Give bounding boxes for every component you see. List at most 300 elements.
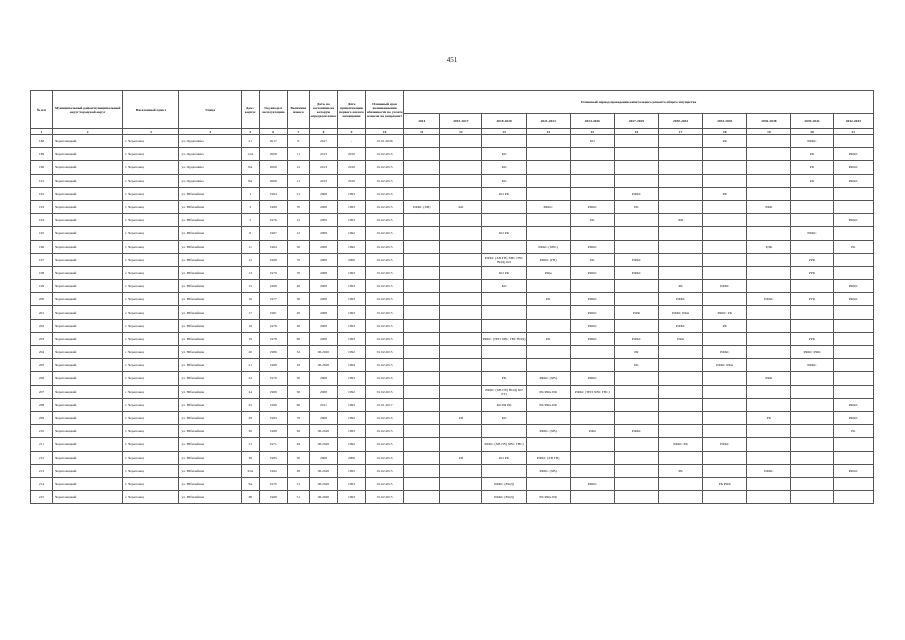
privatization-cell: 1993 — [337, 266, 365, 279]
wear-cell: 70 — [287, 411, 309, 424]
period-cell — [747, 385, 791, 398]
period-cell — [791, 477, 833, 490]
period-cell: РК — [659, 280, 703, 293]
header-privatization: Дата приватизации первого жилого помещения — [337, 91, 365, 129]
settlement-cell: г. Череповец — [123, 161, 179, 174]
row-number: 201 — [31, 306, 53, 319]
planned-date-cell: 01.02.2015 — [366, 174, 404, 187]
street-cell: ул. Юбилейная — [179, 319, 241, 332]
header-period: 2018-2020 — [482, 114, 526, 129]
period-cell — [570, 227, 614, 240]
table-row — [31, 438, 874, 451]
period-cell — [570, 161, 614, 174]
period-cell — [659, 372, 703, 385]
period-cell — [440, 174, 482, 187]
period-cell — [747, 214, 791, 227]
municipality-cell: Череповецкий — [53, 293, 123, 306]
row-number: 194 — [31, 214, 53, 227]
period-cell: РФКС — [614, 332, 658, 345]
period-cell — [404, 135, 440, 148]
column-number: 5 — [241, 129, 259, 135]
period-cell — [404, 306, 440, 319]
settlement-cell: г. Череповец — [123, 425, 179, 438]
year-built-cell: 1978 — [259, 332, 287, 345]
house-cell: 22 — [241, 372, 259, 385]
privatization-cell: 1992 — [337, 438, 365, 451]
wear-cell: 12 — [287, 161, 309, 174]
period-cell: РФм — [659, 332, 703, 345]
period-cell: РФКС — [703, 280, 747, 293]
row-number: 198 — [31, 266, 53, 279]
period-cell: КО РЯ РК — [482, 398, 526, 411]
street-cell: ул. Юбилейная — [179, 306, 241, 319]
wear-cell: 18 — [287, 359, 309, 372]
period-cell — [833, 306, 873, 319]
settlement-cell: г. Череповец — [123, 200, 179, 213]
period-cell: РРК — [791, 266, 833, 279]
period-cell — [703, 425, 747, 438]
row-number: 211 — [31, 438, 53, 451]
period-cell: РФКС (ГВ) — [526, 253, 570, 266]
street-cell: ул. Юбилейная — [179, 200, 241, 213]
period-cell — [614, 319, 658, 332]
street-cell: ул. Юбилейная — [179, 477, 241, 490]
period-cell: РФКС (ХВ) — [526, 372, 570, 385]
period-cell — [791, 200, 833, 213]
period-cell — [482, 464, 526, 477]
page-number: 451 — [446, 56, 458, 64]
period-cell — [833, 346, 873, 359]
table-body — [31, 135, 874, 504]
settlement-cell: г. Череповец — [123, 477, 179, 490]
municipality-cell: Череповецкий — [53, 174, 123, 187]
period-cell — [526, 280, 570, 293]
year-built-cell: 1978 — [259, 319, 287, 332]
column-number: 2 — [53, 129, 123, 135]
period-cell — [791, 438, 833, 451]
last-repair-cell: 2008 — [309, 306, 337, 319]
street-cell: ул. Орджоника — [179, 161, 241, 174]
settlement-cell: г. Череповец — [123, 187, 179, 200]
table-row — [31, 280, 874, 293]
period-cell — [791, 280, 833, 293]
settlement-cell: г. Череповец — [123, 438, 179, 451]
settlement-cell: г. Череповец — [123, 148, 179, 161]
period-cell — [614, 451, 658, 464]
period-cell — [570, 451, 614, 464]
settlement-cell: г. Череповец — [123, 214, 179, 227]
column-number: 19 — [747, 129, 791, 135]
period-cell — [659, 346, 703, 359]
period-cell — [659, 240, 703, 253]
header-period: 2014 — [404, 114, 440, 129]
year-built-cell: 1967 — [259, 227, 287, 240]
house-cell: 32А — [241, 464, 259, 477]
period-cell — [659, 174, 703, 187]
period-cell — [614, 398, 658, 411]
column-number: 4 — [179, 129, 241, 135]
last-repair-cell: 2008 — [309, 411, 337, 424]
column-number: 13 — [482, 129, 526, 135]
period-cell — [570, 438, 614, 451]
period-cell — [703, 253, 747, 266]
period-cell: РФКС — [833, 464, 873, 477]
period-cell — [659, 187, 703, 200]
period-cell: РФКС — [570, 372, 614, 385]
period-cell: РФКС (ХВ ГВ) — [526, 451, 570, 464]
period-cell — [747, 187, 791, 200]
row-number: 196 — [31, 240, 53, 253]
last-repair-cell: 06.2020 — [309, 425, 337, 438]
row-number: 200 — [31, 293, 53, 306]
settlement-cell: г. Череповец — [123, 332, 179, 345]
period-cell — [791, 398, 833, 411]
period-cell — [703, 385, 747, 398]
period-cell — [404, 359, 440, 372]
planned-date-cell: 01.02.2015 — [366, 438, 404, 451]
house-cell: 16 — [241, 293, 259, 306]
period-cell — [833, 491, 873, 504]
street-cell: ул. Юбилейная — [179, 187, 241, 200]
period-cell: РФм — [526, 266, 570, 279]
period-cell: РФКС (ТЕП ХВС ГВС) — [570, 385, 614, 398]
municipality-cell: Череповецкий — [53, 200, 123, 213]
wear-cell: 40 — [287, 280, 309, 293]
header-period: 2021-2023 — [526, 114, 570, 129]
period-cell — [833, 477, 873, 490]
period-cell — [614, 477, 658, 490]
period-cell: РЯ — [440, 451, 482, 464]
period-cell — [791, 187, 833, 200]
period-cell: РФКС — [833, 148, 873, 161]
period-cell: РФКС (ХВС) — [526, 240, 570, 253]
table-row — [31, 306, 874, 319]
settlement-cell: г. Череповец — [123, 372, 179, 385]
period-cell — [526, 477, 570, 490]
house-cell: 31 — [241, 438, 259, 451]
period-cell: РФКС — [570, 477, 614, 490]
period-cell — [833, 372, 873, 385]
row-number: 213 — [31, 464, 53, 477]
house-cell: 13 — [241, 266, 259, 279]
period-cell: РК — [703, 135, 747, 148]
period-cell — [659, 385, 703, 398]
table-row — [31, 359, 874, 372]
period-cell: РЯ — [614, 346, 658, 359]
period-cell — [659, 359, 703, 372]
header-period: 2042-2044 — [833, 114, 873, 129]
privatization-cell: 1992 — [337, 346, 365, 359]
year-built-cell: 1970 — [259, 372, 287, 385]
street-cell: ул. Юбилейная — [179, 240, 241, 253]
row-number: 189 — [31, 148, 53, 161]
period-cell: РК — [570, 214, 614, 227]
settlement-cell: г. Череповец — [123, 451, 179, 464]
period-cell — [404, 385, 440, 398]
period-cell — [404, 491, 440, 504]
period-cell — [440, 385, 482, 398]
table-row — [31, 398, 874, 411]
period-cell — [833, 359, 873, 372]
privatization-cell: 1993 — [337, 477, 365, 490]
last-repair-cell: 2013 — [309, 161, 337, 174]
last-repair-cell: 2008 — [309, 266, 337, 279]
period-cell — [440, 359, 482, 372]
table-row — [31, 214, 874, 227]
period-cell — [659, 411, 703, 424]
period-cell: РФКС — [747, 464, 791, 477]
street-cell: ул. Юбилейная — [179, 411, 241, 424]
wear-cell: 26 — [287, 425, 309, 438]
header-municipality: Муниципальный район/муниципальный округ/городской округ — [53, 91, 123, 129]
municipality-cell: Череповецкий — [53, 135, 123, 148]
period-cell — [440, 135, 482, 148]
year-built-cell: 2008 — [259, 174, 287, 187]
period-cell: РФКС — [570, 293, 614, 306]
house-cell: 25 — [241, 398, 259, 411]
period-cell — [747, 306, 791, 319]
period-cell: РДК — [747, 240, 791, 253]
year-built-cell: 1988 — [259, 359, 287, 372]
year-built-cell: 1970 — [259, 477, 287, 490]
period-cell: РК — [526, 332, 570, 345]
period-cell — [614, 135, 658, 148]
period-cell — [747, 253, 791, 266]
row-number: 210 — [31, 425, 53, 438]
period-cell — [404, 451, 440, 464]
settlement-cell: г. Череповец — [123, 346, 179, 359]
period-cell — [747, 438, 791, 451]
house-cell: 28 — [241, 411, 259, 424]
period-cell — [570, 411, 614, 424]
period-cell: РК РФм РФ — [526, 491, 570, 504]
period-cell — [614, 411, 658, 424]
municipality-cell: Череповецкий — [53, 266, 123, 279]
table-row — [31, 161, 874, 174]
street-cell: ул. Орджоника — [179, 135, 241, 148]
period-cell: РК РФК — [703, 477, 747, 490]
column-number: 12 — [440, 129, 482, 135]
last-repair-cell: 2008 — [309, 240, 337, 253]
privatization-cell: 2010 — [337, 174, 365, 187]
period-cell — [526, 411, 570, 424]
period-cell: РРК — [791, 332, 833, 345]
house-cell: 19 — [241, 332, 259, 345]
period-cell — [440, 240, 482, 253]
settlement-cell: г. Череповец — [123, 411, 179, 424]
street-cell: ул. Юбилейная — [179, 280, 241, 293]
street-cell: ул. Юбилейная — [179, 227, 241, 240]
period-cell — [440, 293, 482, 306]
period-cell — [833, 135, 873, 148]
municipality-cell: Череповецкий — [53, 451, 123, 464]
row-number: 190 — [31, 161, 53, 174]
period-cell — [404, 398, 440, 411]
period-cell: РФКС — [791, 359, 833, 372]
privatization-cell: 1993 — [337, 398, 365, 411]
period-cell — [404, 214, 440, 227]
period-cell — [440, 332, 482, 345]
house-cell: 17 — [241, 306, 259, 319]
period-cell: РФКС РФм — [659, 306, 703, 319]
period-cell — [791, 491, 833, 504]
municipality-cell: Череповецкий — [53, 253, 123, 266]
period-cell — [659, 425, 703, 438]
house-cell: 3А — [241, 477, 259, 490]
privatization-cell: 1993 — [337, 306, 365, 319]
year-built-cell: 1992 — [259, 464, 287, 477]
period-cell: РК — [703, 319, 747, 332]
row-number: 214 — [31, 477, 53, 490]
period-cell: РРК — [791, 253, 833, 266]
table-row — [31, 477, 874, 490]
period-cell: РФК — [614, 306, 658, 319]
year-built-cell: 1983 — [259, 411, 287, 424]
planned-date-cell: 01.01.2017 — [366, 398, 404, 411]
privatization-cell: 1992 — [337, 385, 365, 398]
period-cell — [440, 319, 482, 332]
privatization-cell: 1992 — [337, 411, 365, 424]
period-cell: РФКС — [833, 161, 873, 174]
header-period: 2024-2026 — [570, 114, 614, 129]
planned-date-cell: 01.01.2026 — [366, 135, 404, 148]
period-cell — [404, 266, 440, 279]
period-cell — [482, 135, 526, 148]
period-cell — [440, 306, 482, 319]
period-cell: РФКС — [833, 280, 873, 293]
year-built-cell: 2009 — [259, 161, 287, 174]
period-cell — [791, 214, 833, 227]
row-number: 193 — [31, 200, 53, 213]
year-built-cell: 1964 — [259, 240, 287, 253]
period-cell — [791, 425, 833, 438]
street-cell: ул. Юбилейная — [179, 398, 241, 411]
row-number: 208 — [31, 398, 53, 411]
planned-date-cell: 01.02.2015 — [366, 187, 404, 200]
header-period: 2027-2029 — [614, 114, 658, 129]
settlement-cell: г. Череповец — [123, 240, 179, 253]
period-cell — [791, 411, 833, 424]
column-number: 21 — [833, 129, 873, 135]
planned-date-cell: 01.02.2015 — [366, 253, 404, 266]
period-cell — [703, 227, 747, 240]
settlement-cell: г. Череповец — [123, 491, 179, 504]
period-cell — [404, 280, 440, 293]
period-cell — [747, 174, 791, 187]
period-cell: КО — [482, 148, 526, 161]
wear-cell: 32 — [287, 346, 309, 359]
period-cell — [747, 266, 791, 279]
street-cell: ул. Юбилейная — [179, 425, 241, 438]
period-cell: РФКС — [659, 293, 703, 306]
period-cell — [659, 161, 703, 174]
last-repair-cell: 2008 — [309, 319, 337, 332]
table-row — [31, 464, 874, 477]
year-built-cell: 1971 — [259, 438, 287, 451]
period-cell — [526, 161, 570, 174]
municipality-cell: Череповецкий — [53, 227, 123, 240]
last-repair-cell: 06.2020 — [309, 359, 337, 372]
period-cell — [833, 385, 873, 398]
period-cell — [482, 200, 526, 213]
wear-cell: 50 — [287, 240, 309, 253]
period-cell — [570, 359, 614, 372]
period-cell: РФКС — [614, 425, 658, 438]
row-number: 192 — [31, 187, 53, 200]
header-house: Дом / корпус — [241, 91, 259, 129]
year-built-cell: 1979 — [259, 266, 287, 279]
column-number: 10 — [366, 129, 404, 135]
last-repair-cell: 2013 — [309, 148, 337, 161]
year-built-cell: 1977 — [259, 293, 287, 306]
period-cell — [526, 319, 570, 332]
period-cell — [614, 227, 658, 240]
period-cell — [440, 372, 482, 385]
period-cell — [440, 398, 482, 411]
row-number: 197 — [31, 253, 53, 266]
street-cell: ул. Юбилейная — [179, 451, 241, 464]
period-cell — [703, 491, 747, 504]
privatization-cell: 1993 — [337, 372, 365, 385]
wear-cell: 51 — [287, 477, 309, 490]
header-period: 2033-2035 — [703, 114, 747, 129]
period-cell — [482, 359, 526, 372]
period-cell — [833, 451, 873, 464]
wear-cell: 12 — [287, 214, 309, 227]
table-row — [31, 346, 874, 359]
municipality-cell: Череповецкий — [53, 306, 123, 319]
row-number: 212 — [31, 451, 53, 464]
planned-date-cell: 01.02.2015 — [366, 425, 404, 438]
column-number: 11 — [404, 129, 440, 135]
period-cell: РК — [703, 187, 747, 200]
period-cell — [404, 148, 440, 161]
period-cell: РК — [791, 174, 833, 187]
period-cell — [526, 148, 570, 161]
period-cell — [404, 464, 440, 477]
period-cell — [703, 200, 747, 213]
last-repair-cell: 06.2020 — [309, 438, 337, 451]
period-cell — [404, 411, 440, 424]
planned-date-cell: 01.02.2015 — [366, 266, 404, 279]
privatization-cell: 1993 — [337, 425, 365, 438]
period-cell — [482, 306, 526, 319]
row-number: 202 — [31, 319, 53, 332]
table-row — [31, 253, 874, 266]
period-cell: РФКС РК — [703, 306, 747, 319]
period-cell: РК — [614, 200, 658, 213]
period-cell — [440, 438, 482, 451]
period-cell — [526, 346, 570, 359]
period-cell — [747, 332, 791, 345]
table-row — [31, 332, 874, 345]
period-cell — [526, 438, 570, 451]
period-cell: РК — [791, 161, 833, 174]
house-cell: 30 — [241, 425, 259, 438]
planned-date-cell: 01.02.2015 — [366, 214, 404, 227]
period-cell — [440, 477, 482, 490]
period-cell — [526, 135, 570, 148]
table-row — [31, 491, 874, 504]
period-cell: РФКС (ХВ ГВ) ХВС ГВС) — [482, 438, 526, 451]
period-cell — [614, 174, 658, 187]
settlement-cell: г. Череповец — [123, 253, 179, 266]
municipality-cell: Череповецкий — [53, 346, 123, 359]
period-cell: РФКС (ХВ ГВ) ХВС ГВС ВОД) КО — [482, 253, 526, 266]
period-cell — [659, 266, 703, 279]
period-cell — [614, 280, 658, 293]
period-cell: РФКС РК — [659, 438, 703, 451]
